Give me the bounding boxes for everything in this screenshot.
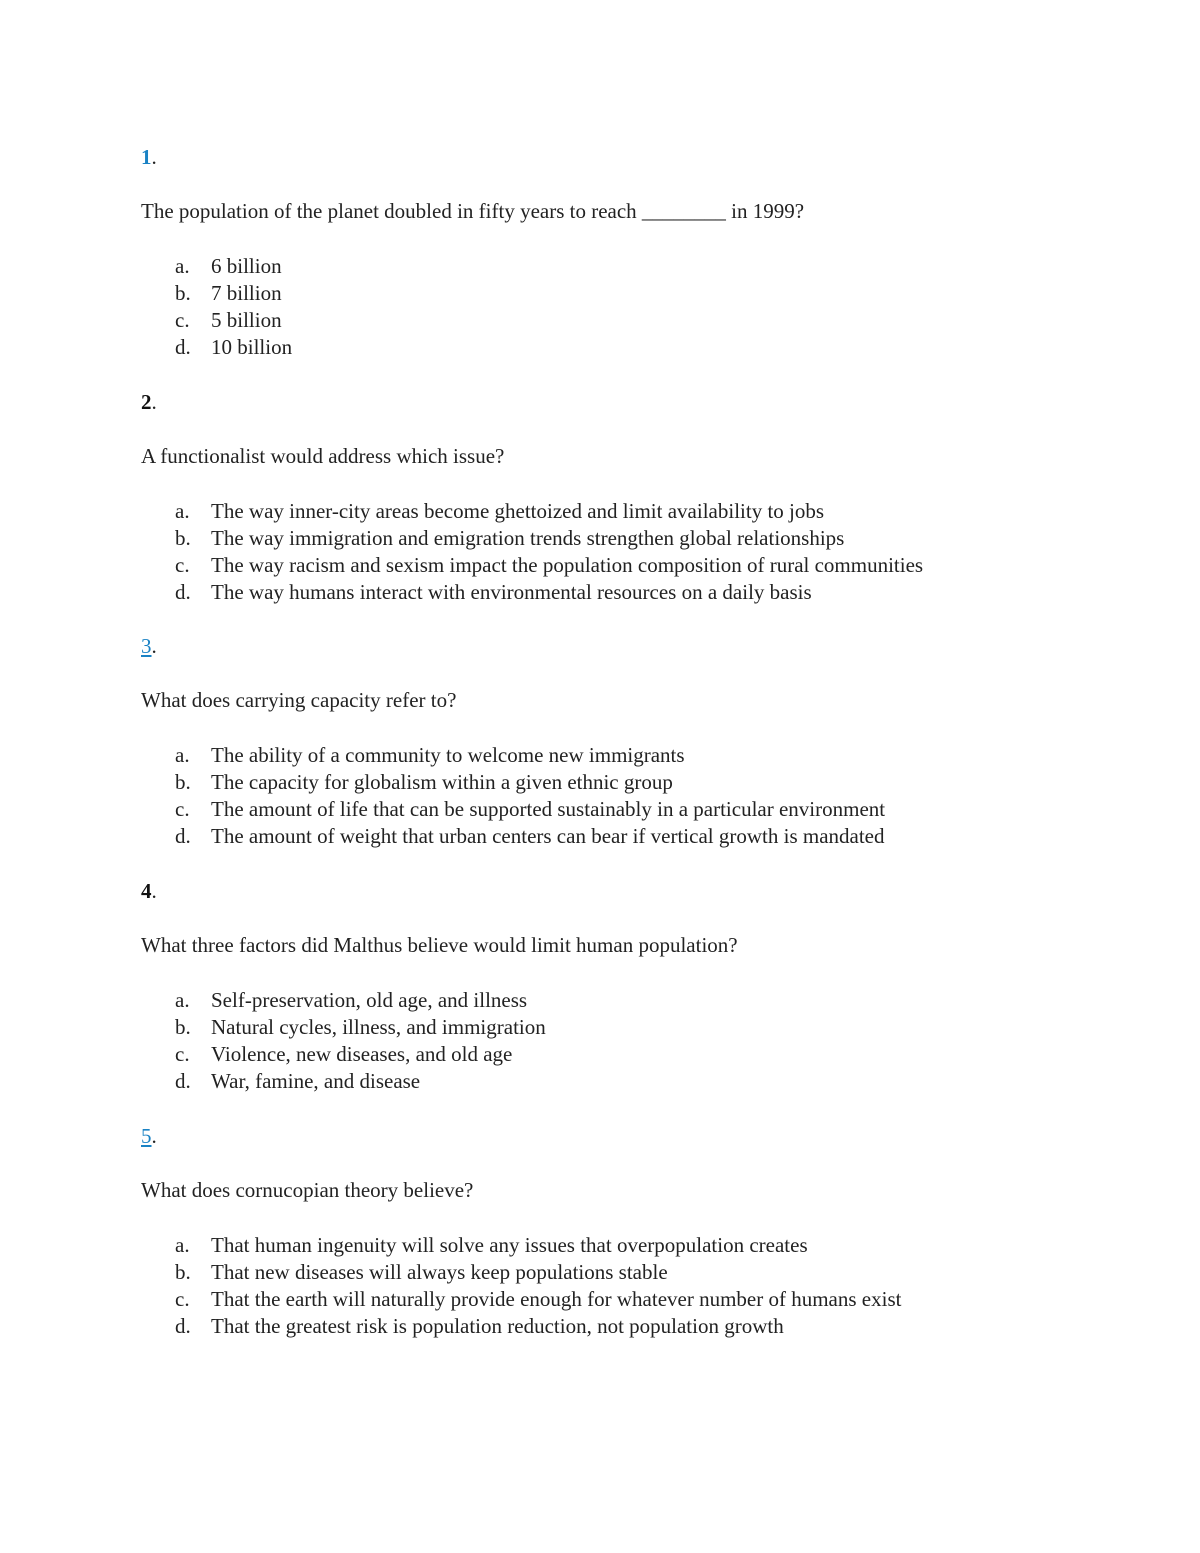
option-text: Self-preservation, old age, and illness	[211, 988, 528, 1012]
question-number-suffix: .	[151, 390, 157, 414]
option-letter: a.	[175, 254, 190, 278]
option-text: 6 billion	[211, 254, 282, 278]
option-text: 7 billion	[211, 281, 282, 305]
question-number-value: 2	[141, 390, 152, 414]
option-d	[141, 1313, 1101, 1340]
option-a	[141, 253, 1101, 280]
option-letter: b.	[175, 1015, 191, 1039]
question-text: What three factors did Malthus believe would limit human population?	[141, 933, 738, 957]
question-number	[141, 145, 1101, 169]
option-c	[141, 552, 1101, 579]
question-2	[141, 390, 1101, 606]
answer-options	[141, 742, 1101, 850]
question-number	[141, 1124, 1101, 1148]
option-letter: b.	[175, 1260, 191, 1284]
option-b	[141, 1259, 1101, 1286]
option-text: The amount of weight that urban centers can bear if vertical growth is mandated	[211, 824, 885, 848]
option-letter: a.	[175, 499, 190, 523]
question-5	[141, 1124, 1101, 1340]
question-number	[141, 634, 1101, 658]
option-text: The ability of a community to welcome new immigrants	[211, 743, 685, 767]
option-text: The way humans interact with environmental resources on a daily basis	[211, 580, 812, 604]
option-letter: d.	[175, 335, 191, 359]
option-c	[141, 1286, 1101, 1313]
question-text: The population of the planet doubled in fifty years to reach ________ in 1999?	[141, 199, 805, 223]
option-text: War, famine, and disease	[211, 1069, 421, 1093]
option-c	[141, 796, 1101, 823]
question-number-link[interactable]: 3	[141, 634, 152, 658]
answer-options	[141, 253, 1101, 361]
option-b	[141, 525, 1101, 552]
question-1	[141, 145, 1101, 361]
question-number-suffix: .	[151, 145, 157, 169]
option-b	[141, 1014, 1101, 1041]
option-letter: c.	[175, 797, 190, 821]
option-letter: a.	[175, 743, 190, 767]
question-number-suffix: .	[151, 879, 157, 903]
option-letter: d.	[175, 1314, 191, 1338]
option-text: 10 billion	[211, 335, 293, 359]
option-a	[141, 742, 1101, 769]
option-letter: d.	[175, 580, 191, 604]
question-number-value: 4	[141, 879, 152, 903]
option-b	[141, 280, 1101, 307]
question-text: What does carrying capacity refer to?	[141, 688, 457, 712]
question-number-suffix: .	[151, 1124, 157, 1148]
option-d	[141, 823, 1101, 850]
option-d	[141, 1068, 1101, 1095]
option-text: That new diseases will always keep populations stable	[211, 1260, 668, 1284]
question-number	[141, 390, 1101, 414]
option-b	[141, 769, 1101, 796]
option-letter: d.	[175, 824, 191, 848]
question-number-suffix: .	[151, 634, 157, 658]
option-letter: c.	[175, 553, 190, 577]
question-number-value: 1	[141, 145, 152, 169]
option-letter: d.	[175, 1069, 191, 1093]
option-text: The way immigration and emigration trends strengthen global relationships	[211, 526, 845, 550]
option-a	[141, 987, 1101, 1014]
question-number-link[interactable]: 5	[141, 1124, 152, 1148]
option-letter: a.	[175, 1233, 190, 1257]
option-text: The capacity for globalism within a given ethnic group	[211, 770, 673, 794]
option-c	[141, 1041, 1101, 1068]
option-text: The way racism and sexism impact the population composition of rural communities	[211, 553, 924, 577]
question-text: A functionalist would address which issue?	[141, 444, 505, 468]
option-d	[141, 334, 1101, 361]
option-d	[141, 579, 1101, 606]
option-letter: b.	[175, 770, 191, 794]
option-c	[141, 307, 1101, 334]
option-letter: b.	[175, 281, 191, 305]
option-letter: c.	[175, 308, 190, 332]
option-a	[141, 1232, 1101, 1259]
answer-options	[141, 987, 1101, 1095]
option-text: Natural cycles, illness, and immigration	[211, 1015, 546, 1039]
option-text: That human ingenuity will solve any issues that overpopulation creates	[211, 1233, 808, 1257]
question-number	[141, 879, 1101, 903]
option-text: The amount of life that can be supported sustainably in a particular environment	[211, 797, 886, 821]
option-letter: c.	[175, 1042, 190, 1066]
option-a	[141, 498, 1101, 525]
option-text: That the earth will naturally provide enough for whatever number of humans exist	[211, 1287, 902, 1311]
option-text: The way inner-city areas become ghettoized and limit availability to jobs	[211, 499, 825, 523]
question-4	[141, 879, 1101, 1095]
option-text: That the greatest risk is population reduction, not population growth	[211, 1314, 784, 1338]
option-letter: c.	[175, 1287, 190, 1311]
option-letter: b.	[175, 526, 191, 550]
answer-options	[141, 498, 1101, 606]
question-3	[141, 634, 1101, 850]
option-letter: a.	[175, 988, 190, 1012]
answer-options	[141, 1232, 1101, 1340]
option-text: Violence, new diseases, and old age	[211, 1042, 513, 1066]
question-text: What does cornucopian theory believe?	[141, 1178, 474, 1202]
option-text: 5 billion	[211, 308, 282, 332]
